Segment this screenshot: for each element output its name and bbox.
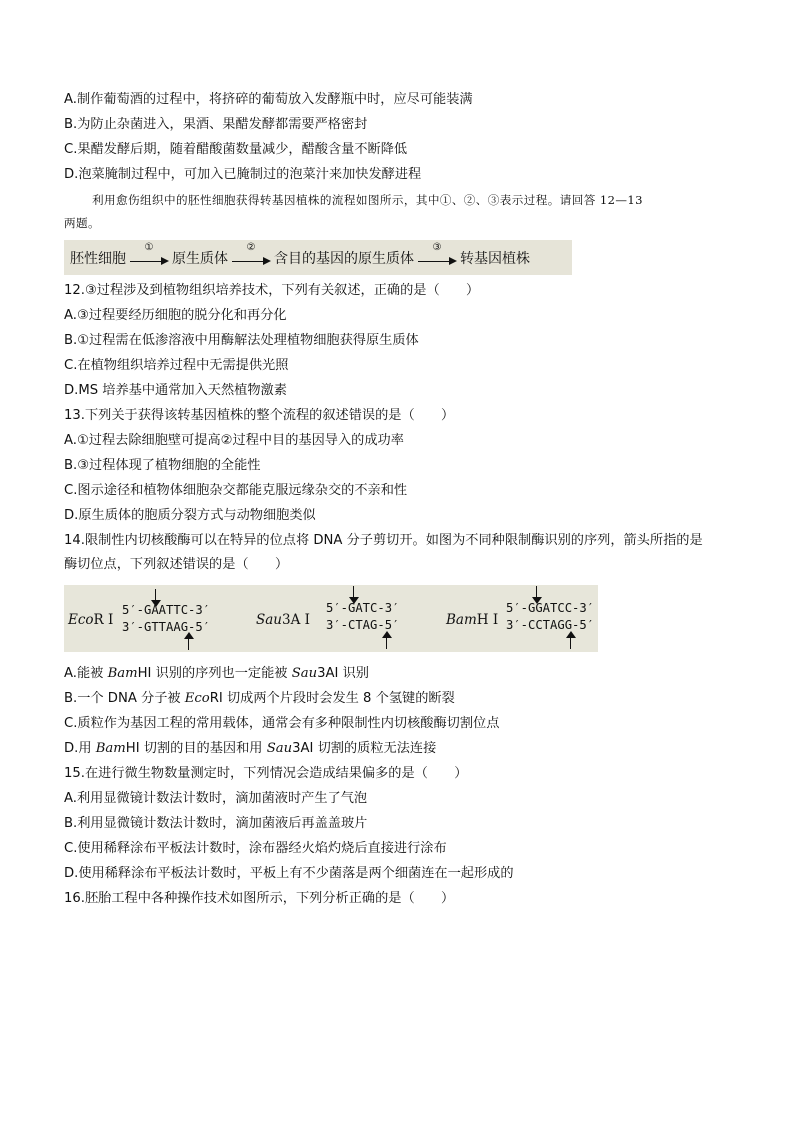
ecori-top-strand: 5′-GAATTC-3′ xyxy=(122,603,211,617)
ecori-bottom-strand: 3′-GTTAAG-5′ xyxy=(122,620,211,634)
q13-option-b: B.③过程体现了植物细胞的全能性 xyxy=(64,458,261,473)
flow-step-3-label: ③ xyxy=(432,241,442,253)
q12-option-c: C.在植物组织培养过程中无需提供光照 xyxy=(64,358,289,373)
q14-option-c: C.质粒作为基因工程的常用载体，通常会有多种限制性内切核酸酶切割位点 xyxy=(64,716,500,731)
flow-node-protoplast-with-gene: 含目的基因的原生质体 xyxy=(274,250,414,267)
sau3ai-bottom-strand: 3′-CTAG-5′ xyxy=(326,618,400,632)
q14-option-b: B.一个 DNA 分子被 EcoRI 切成两个片段时会发生 8 个氢键的断裂 xyxy=(64,691,455,706)
q11-option-c: C.果醋发酵后期，随着醋酸菌数量减少，醋酸含量不断降低 xyxy=(64,142,408,157)
transgenic-flow-diagram xyxy=(64,240,572,275)
q15-option-c: C.使用稀释涂布平板法计数时，涂布器经火焰灼烧后直接进行涂布 xyxy=(64,841,447,856)
q12-option-b: B.①过程需在低渗溶液中用酶解法处理植物细胞获得原生质体 xyxy=(64,333,419,348)
q14-stem-line-1: 14.限制性内切核酸酶可以在特异的位点将 DNA 分子剪切开。如图为不同种限制酶识别的序列，箭头所指的是 xyxy=(64,533,703,548)
enzyme-name-ecori: EcoR I xyxy=(68,612,114,628)
q11-option-a: A.制作葡萄酒的过程中，将挤碎的葡萄放入发酵瓶中时，应尽可能装满 xyxy=(64,92,473,107)
q16-stem: 16.胚胎工程中各种操作技术如图所示，下列分析正确的是（ ） xyxy=(64,891,455,906)
q11-option-b: B.为防止杂菌进入，果酒、果醋发酵都需要严格密封 xyxy=(64,117,368,132)
intro-line-1: 利用愈伤组织中的胚性细胞获得转基因植株的流程如图所示，其中①、②、③表示过程。请回答 12—13 xyxy=(92,193,643,207)
sau3ai-bottom-cut-arrow xyxy=(382,631,392,649)
flow-arrow-2 xyxy=(231,241,271,268)
restriction-enzyme-figure xyxy=(64,585,598,652)
bamhi-bottom-cut-arrow xyxy=(566,631,576,649)
q12-option-a: A.③过程要经历细胞的脱分化和再分化 xyxy=(64,308,287,323)
sau3ai-top-strand: 5′-GATC-3′ xyxy=(326,601,400,615)
q15-option-b: B.利用显微镜计数法计数时，滴加菌液后再盖盖玻片 xyxy=(64,816,368,831)
flow-step-1-label: ① xyxy=(144,241,154,253)
q15-option-d: D.使用稀释涂布平板法计数时，平板上有不少菌落是两个细菌连在一起形成的 xyxy=(64,866,514,881)
flow-arrow-3 xyxy=(417,241,457,268)
intro-line-2: 两题。 xyxy=(64,216,100,230)
q13-option-c: C.图示途径和植物体细胞杂交都能克服远缘杂交的不亲和性 xyxy=(64,483,408,498)
q15-stem: 15.在进行微生物数量测定时，下列情况会造成结果偏多的是（ ） xyxy=(64,766,468,781)
q12-option-d: D.MS 培养基中通常加入天然植物激素 xyxy=(64,383,287,398)
bamhi-top-strand: 5′-GGATCC-3′ xyxy=(506,601,595,615)
flow-step-2-label: ② xyxy=(246,241,256,253)
enzyme-name-sau3ai: Sau3A I xyxy=(256,612,310,628)
q14-option-a: A.能被 BamHI 识别的序列也一定能被 Sau3AI 识别 xyxy=(64,666,369,681)
bamhi-bottom-strand: 3′-CCTAGG-5′ xyxy=(506,618,595,632)
flow-node-embryogenic-cell: 胚性细胞 xyxy=(70,250,126,267)
ecori-bottom-cut-arrow xyxy=(184,632,194,650)
q14-stem-line-2: 酶切位点，下列叙述错误的是（ ） xyxy=(64,557,289,572)
q12-stem: 12.③过程涉及到植物组织培养技术，下列有关叙述，正确的是（ ） xyxy=(64,283,480,298)
flow-arrow-1 xyxy=(129,241,169,268)
flow-node-protoplast: 原生质体 xyxy=(172,250,228,267)
q14-option-d: D.用 BamHI 切割的目的基因和用 Sau3AI 切割的质粒无法连接 xyxy=(64,741,437,756)
q13-option-d: D.原生质体的胞质分裂方式与动物细胞类似 xyxy=(64,508,316,523)
q13-option-a: A.①过程去除细胞壁可提高②过程中目的基因导入的成功率 xyxy=(64,433,404,448)
q15-option-a: A.利用显微镜计数法计数时，滴加菌液时产生了气泡 xyxy=(64,791,368,806)
q11-option-d: D.泡菜腌制过程中，可加入已腌制过的泡菜汁来加快发酵进程 xyxy=(64,167,422,182)
enzyme-name-bamhi: BamH I xyxy=(446,612,499,628)
q13-stem: 13.下列关于获得该转基因植株的整个流程的叙述错误的是（ ） xyxy=(64,408,455,423)
flow-node-transgenic-plant: 转基因植株 xyxy=(460,250,530,267)
